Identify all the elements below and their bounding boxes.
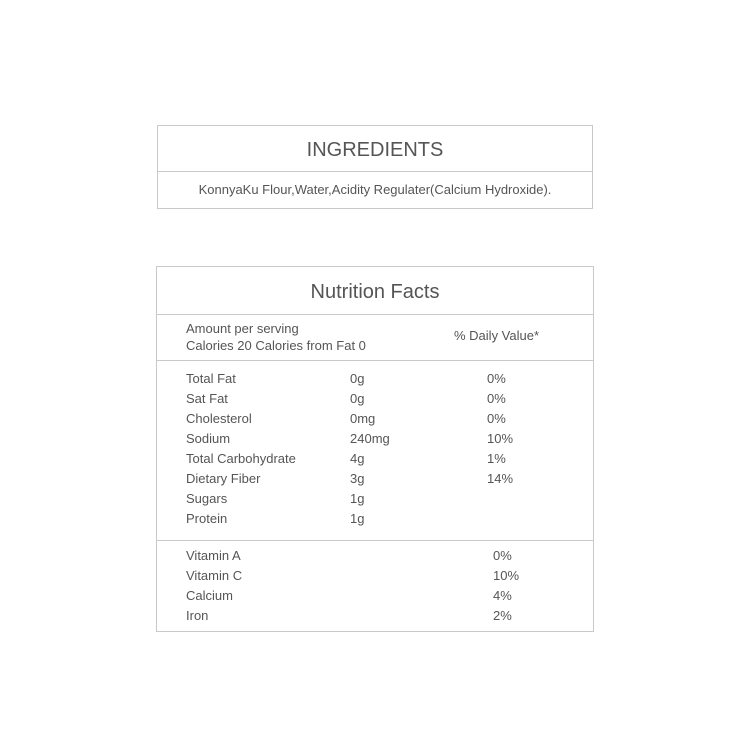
nutrient-daily-value: 0%: [487, 391, 506, 406]
daily-value-header: % Daily Value*: [454, 328, 540, 343]
nutrient-name: Total Fat: [186, 371, 236, 386]
nutrient-name: Total Carbohydrate: [186, 451, 296, 466]
ingredients-title: INGREDIENTS: [158, 126, 592, 172]
nutrient-amount: 0mg: [350, 411, 376, 426]
vitamin-row: [157, 588, 593, 606]
nutrient-row: [157, 451, 593, 469]
vitamin-row: [157, 568, 593, 586]
nutrient-amount: 0g: [350, 371, 365, 386]
vitamin-name: Calcium: [186, 588, 233, 603]
nutrient-row: [157, 511, 593, 529]
nutrient-daily-value: 0%: [487, 371, 506, 386]
nutrient-amount: 240mg: [350, 431, 390, 446]
serving-section: [157, 315, 593, 361]
nutrient-row: [157, 411, 593, 429]
nutrient-name: Dietary Fiber: [186, 471, 261, 486]
vitamin-name: Iron: [186, 608, 209, 623]
vitamin-daily-value: 2%: [493, 608, 512, 623]
nutrient-amount: 0g: [350, 391, 365, 406]
nutrition-facts-panel: [156, 266, 594, 632]
vitamin-daily-value: 0%: [493, 548, 512, 563]
nutrient-amount: 1g: [350, 511, 365, 526]
nutrient-name: Cholesterol: [186, 411, 252, 426]
ingredients-panel: [157, 125, 593, 209]
vitamin-row: [157, 548, 593, 566]
nutrient-row: [157, 491, 593, 509]
nutrient-daily-value: 10%: [487, 431, 514, 446]
nutrient-amount: 1g: [350, 491, 365, 506]
serving-label: Amount per serving: [186, 321, 299, 336]
vitamin-daily-value: 4%: [493, 588, 512, 603]
nutrients-section: [157, 361, 593, 541]
vitamin-name: Vitamin A: [186, 548, 241, 563]
nutrient-daily-value: 14%: [487, 471, 514, 486]
vitamin-row: [157, 608, 593, 626]
nutrient-name: Protein: [186, 511, 228, 526]
nutrient-row: [157, 431, 593, 449]
nutrient-daily-value: 1%: [487, 451, 506, 466]
nutrient-name: Sodium: [186, 431, 231, 446]
nutrition-facts-title: Nutrition Facts: [157, 267, 593, 315]
vitamin-daily-value: 10%: [493, 568, 520, 583]
nutrient-name: Sugars: [186, 491, 228, 506]
calories-line: Calories 20 Calories from Fat 0: [186, 338, 366, 353]
nutrient-name: Sat Fat: [186, 391, 228, 406]
nutrient-row: [157, 371, 593, 389]
nutrient-amount: 3g: [350, 471, 365, 486]
vitamin-name: Vitamin C: [186, 568, 243, 583]
vitamins-section: [157, 541, 593, 631]
ingredients-text: KonnyaKu Flour,Water,Acidity Regulater(Calcium Hydroxide).: [198, 182, 552, 197]
nutrient-row: [157, 391, 593, 409]
nutrient-amount: 4g: [350, 451, 365, 466]
nutrient-daily-value: 0%: [487, 411, 506, 426]
nutrient-row: [157, 471, 593, 489]
